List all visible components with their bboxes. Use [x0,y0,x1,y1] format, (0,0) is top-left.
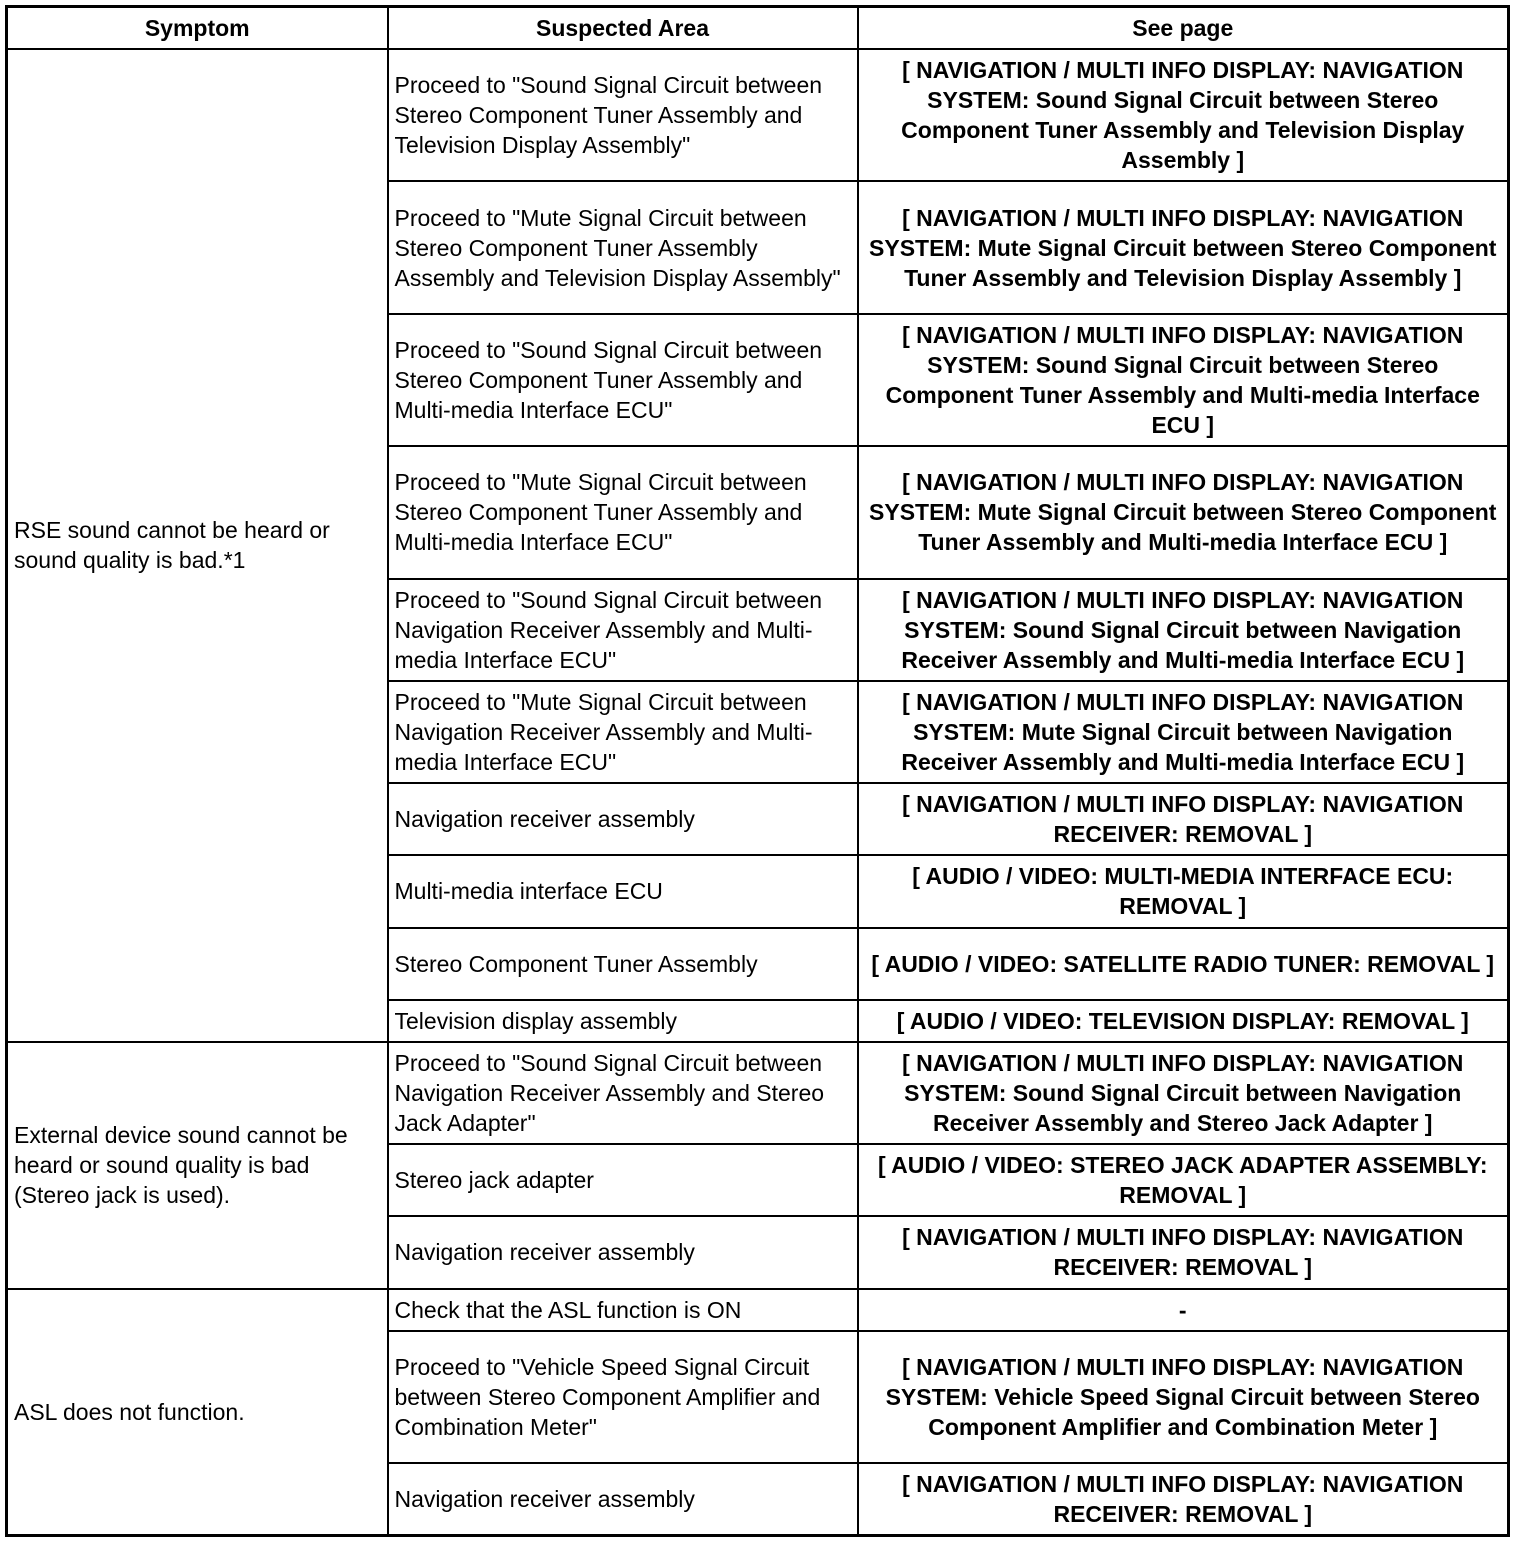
see-page-cell: [ NAVIGATION / MULTI INFO DISPLAY: NAVIGATION SYSTEM: Mute Signal Circuit between Stereo Component Tuner Assembly and Television Display Assembly ] [858,181,1509,313]
symptom-cell: RSE sound cannot be heard or sound quality is bad.*1 [7,49,388,1042]
see-page-cell: [ NAVIGATION / MULTI INFO DISPLAY: NAVIGATION SYSTEM: Vehicle Speed Signal Circuit between Stereo Component Amplifier and Combination Meter ] [858,1331,1509,1463]
suspected-area-cell: Proceed to "Vehicle Speed Signal Circuit between Stereo Component Amplifier and Combination Meter" [388,1331,858,1463]
see-page-cell: [ AUDIO / VIDEO: SATELLITE RADIO TUNER: REMOVAL ] [858,928,1509,1000]
header-row [7,7,1509,50]
suspected-area-cell: Stereo Component Tuner Assembly [388,928,858,1000]
suspected-area-cell: Proceed to "Sound Signal Circuit between Stereo Component Tuner Assembly and Multi-media Interface ECU" [388,314,858,446]
see-page-cell: [ NAVIGATION / MULTI INFO DISPLAY: NAVIGATION RECEIVER: REMOVAL ] [858,783,1509,855]
suspected-area-cell: Proceed to "Sound Signal Circuit between Navigation Receiver Assembly and Multi-media Interface ECU" [388,579,858,681]
table-row [7,1289,1509,1331]
see-page-cell: [ NAVIGATION / MULTI INFO DISPLAY: NAVIGATION SYSTEM: Sound Signal Circuit between Stereo Component Tuner Assembly and Television Display Assembly ] [858,49,1509,181]
suspected-area-cell: Navigation receiver assembly [388,1463,858,1535]
suspected-area-cell: Stereo jack adapter [388,1144,858,1216]
see-page-cell: [ NAVIGATION / MULTI INFO DISPLAY: NAVIGATION RECEIVER: REMOVAL ] [858,1463,1509,1535]
see-page-cell: [ NAVIGATION / MULTI INFO DISPLAY: NAVIGATION RECEIVER: REMOVAL ] [858,1216,1509,1288]
header-see-page: See page [858,7,1509,50]
suspected-area-cell: Proceed to "Sound Signal Circuit between Stereo Component Tuner Assembly and Television Display Assembly" [388,49,858,181]
see-page-cell: - [858,1289,1509,1331]
header-symptom: Symptom [7,7,388,50]
suspected-area-cell: Proceed to "Mute Signal Circuit between Stereo Component Tuner Assembly Assembly and Television Display Assembly" [388,181,858,313]
see-page-cell: [ NAVIGATION / MULTI INFO DISPLAY: NAVIGATION SYSTEM: Sound Signal Circuit between Navigation Receiver Assembly and Multi-media Interface ECU ] [858,579,1509,681]
symptom-cell: External device sound cannot be heard or sound quality is bad (Stereo jack is used). [7,1042,388,1289]
suspected-area-cell: Check that the ASL function is ON [388,1289,858,1331]
see-page-cell: [ AUDIO / VIDEO: TELEVISION DISPLAY: REMOVAL ] [858,1000,1509,1042]
suspected-area-cell: Multi-media interface ECU [388,855,858,927]
see-page-cell: [ NAVIGATION / MULTI INFO DISPLAY: NAVIGATION SYSTEM: Sound Signal Circuit between Stereo Component Tuner Assembly and Multi-media Interface ECU ] [858,314,1509,446]
suspected-area-cell: Navigation receiver assembly [388,1216,858,1288]
see-page-cell: [ AUDIO / VIDEO: STEREO JACK ADAPTER ASSEMBLY: REMOVAL ] [858,1144,1509,1216]
see-page-cell: [ NAVIGATION / MULTI INFO DISPLAY: NAVIGATION SYSTEM: Mute Signal Circuit between Stereo Component Tuner Assembly and Multi-media Interface ECU ] [858,446,1509,578]
suspected-area-cell: Proceed to "Sound Signal Circuit between Navigation Receiver Assembly and Stereo Jack Adapter" [388,1042,858,1144]
suspected-area-cell: Navigation receiver assembly [388,783,858,855]
see-page-cell: [ NAVIGATION / MULTI INFO DISPLAY: NAVIGATION SYSTEM: Sound Signal Circuit between Navigation Receiver Assembly and Stereo Jack Adapter ] [858,1042,1509,1144]
suspected-area-cell: Television display assembly [388,1000,858,1042]
symptom-cell: ASL does not function. [7,1289,388,1536]
header-suspected-area: Suspected Area [388,7,858,50]
see-page-cell: [ NAVIGATION / MULTI INFO DISPLAY: NAVIGATION SYSTEM: Mute Signal Circuit between Navigation Receiver Assembly and Multi-media Interface ECU ] [858,681,1509,783]
see-page-cell: [ AUDIO / VIDEO: MULTI-MEDIA INTERFACE ECU: REMOVAL ] [858,855,1509,927]
table-row [7,49,1509,181]
troubleshooting-table [5,5,1510,1537]
table-row [7,1042,1509,1144]
suspected-area-cell: Proceed to "Mute Signal Circuit between Stereo Component Tuner Assembly and Multi-media Interface ECU" [388,446,858,578]
suspected-area-cell: Proceed to "Mute Signal Circuit between Navigation Receiver Assembly and Multi-media Interface ECU" [388,681,858,783]
